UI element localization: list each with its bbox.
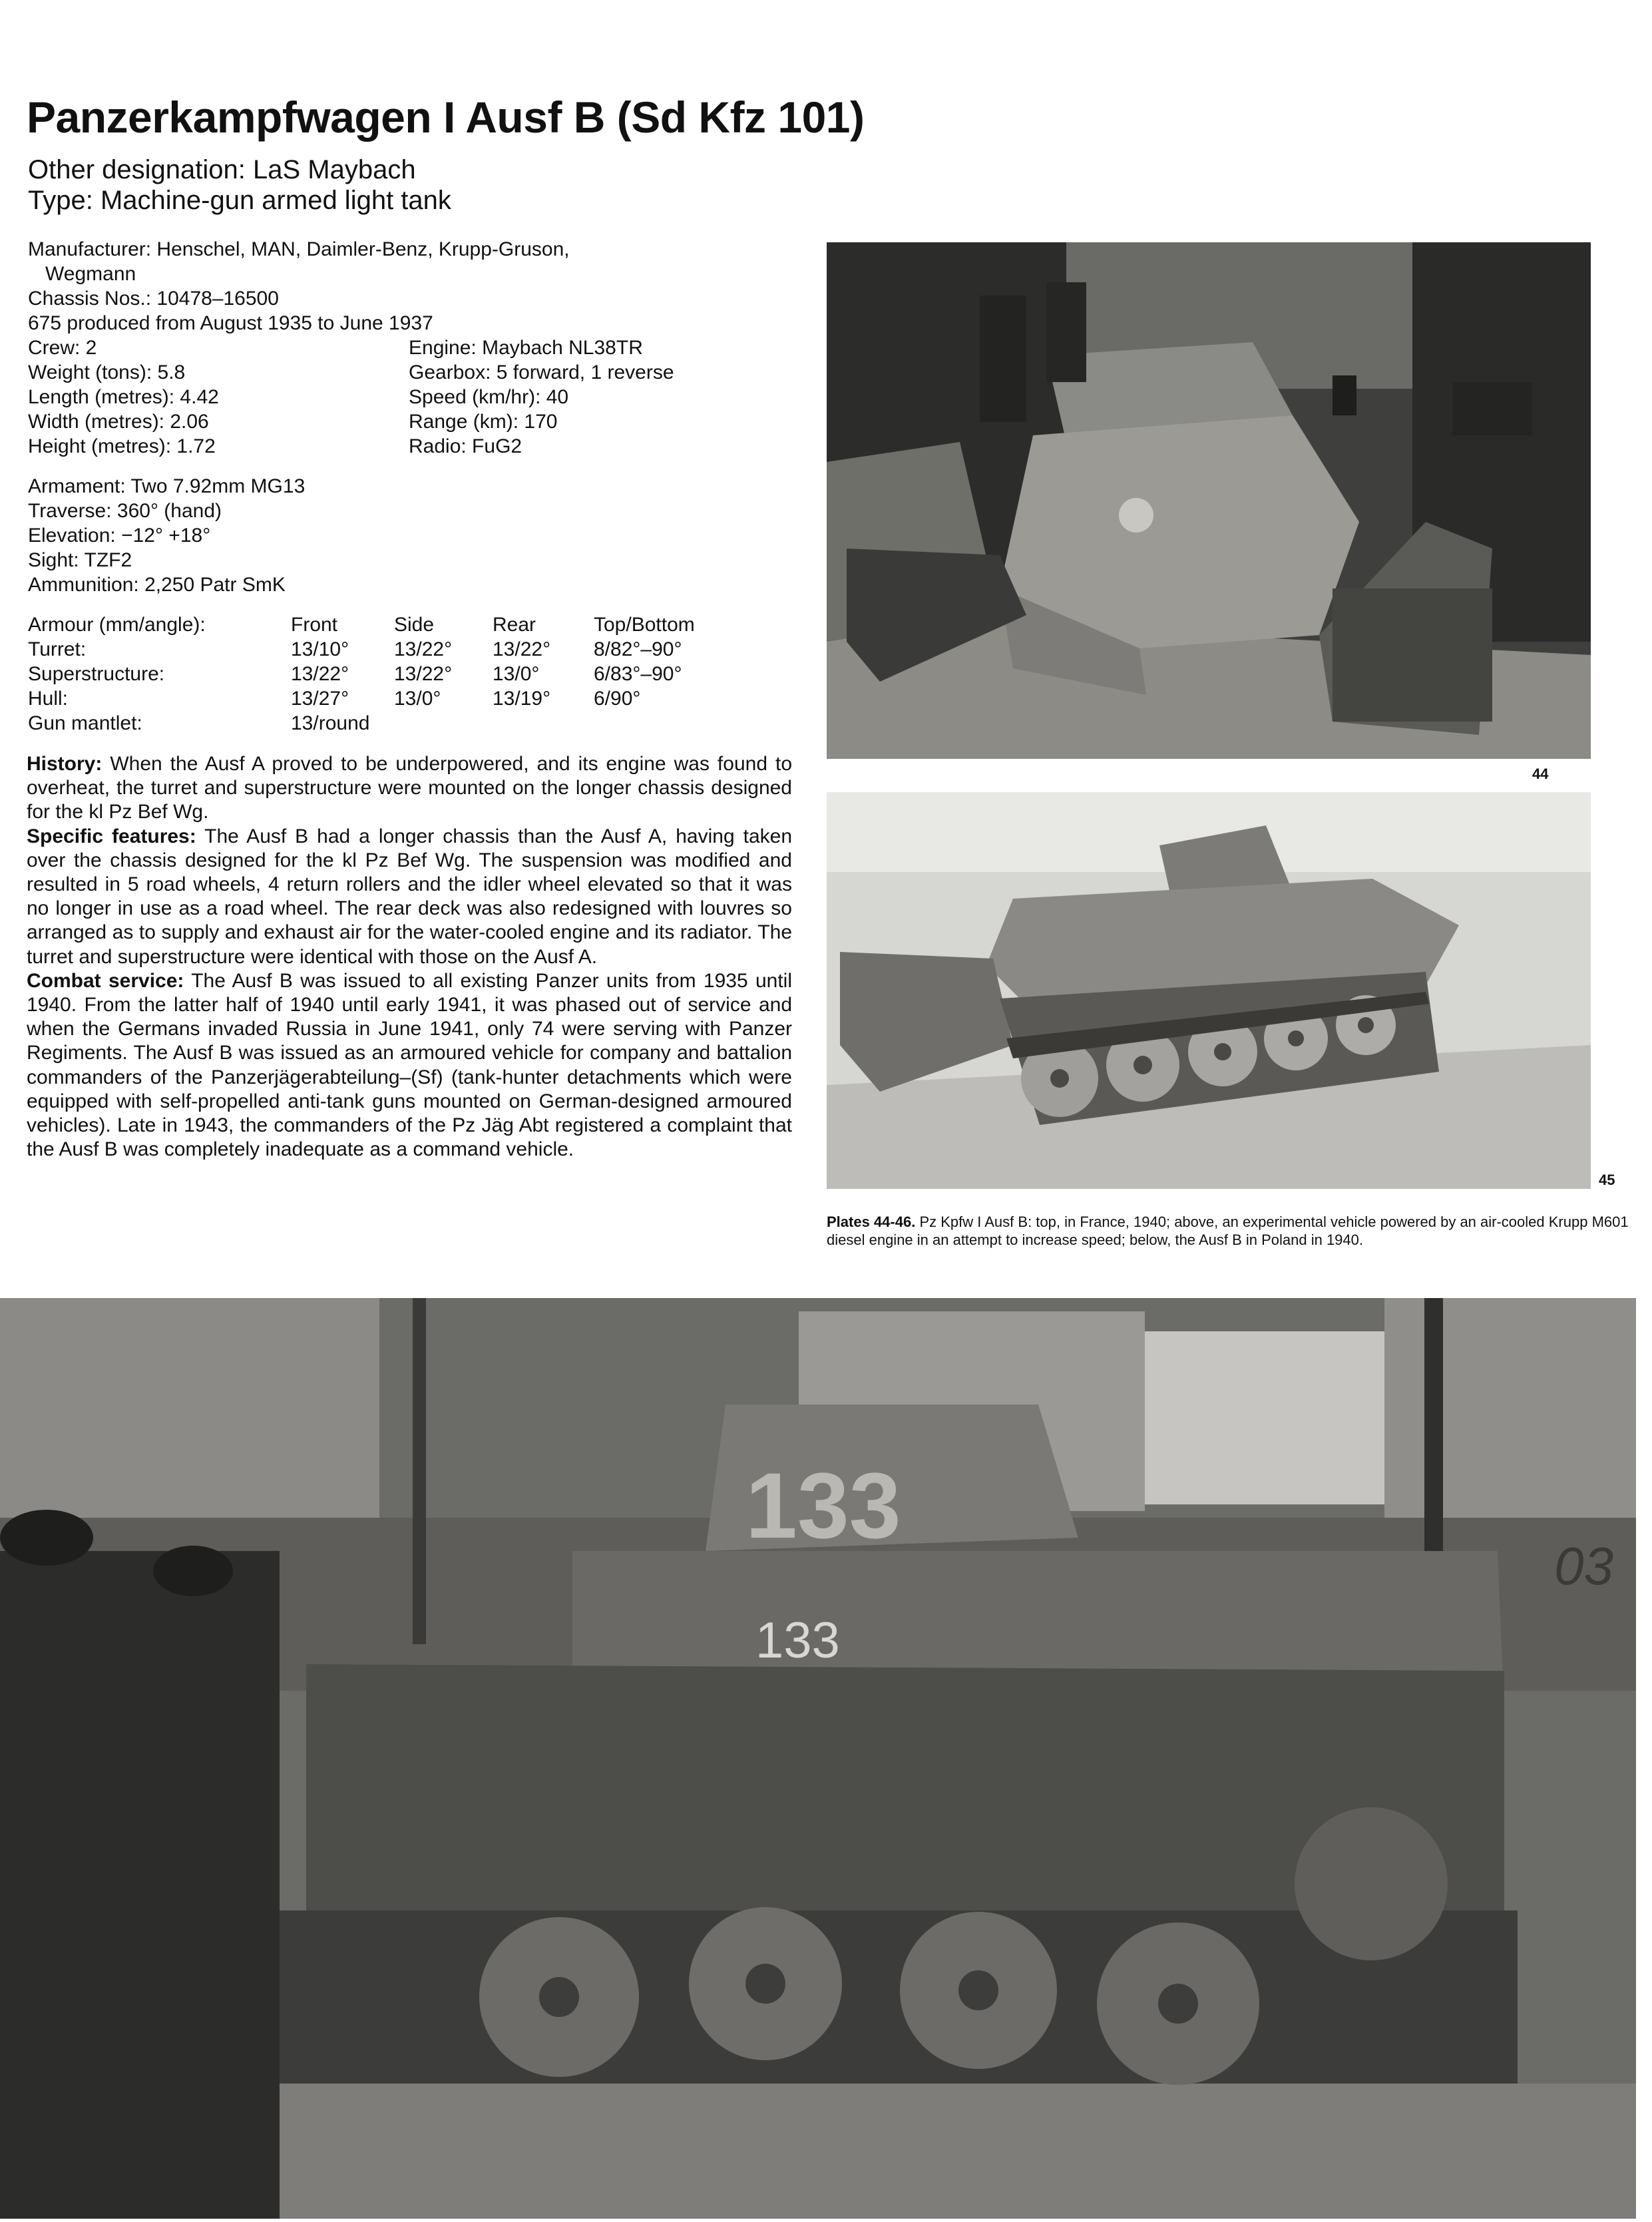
other-designation: Other designation: LaS Maybach xyxy=(28,155,416,184)
armour-header-side: Side xyxy=(394,614,435,636)
armour-header-topbottom: Top/Bottom xyxy=(594,614,695,636)
body-text xyxy=(27,752,792,1162)
hull-number: 133 xyxy=(755,1612,840,1669)
chassis-numbers: Chassis Nos.: 10478–16500 xyxy=(28,288,279,310)
turret-number-large: 133 xyxy=(745,1453,901,1558)
tank-forest-photo xyxy=(827,242,1591,759)
spec-width: Width (metres): 2.06 xyxy=(28,411,209,433)
armour-cell: 6/90° xyxy=(594,688,641,710)
armour-cell: 13/22° xyxy=(394,663,453,685)
history-label: History: xyxy=(27,753,103,775)
armour-cell: 6/83°–90° xyxy=(594,663,682,685)
armour-row-label: Gun mantlet: xyxy=(28,712,142,734)
photo-plate-44 xyxy=(827,242,1591,782)
armour-header-rear: Rear xyxy=(493,614,536,636)
page-title: Panzerkampfwagen I Ausf B (Sd Kfz 101) xyxy=(27,93,865,142)
photo-plate-45 xyxy=(827,792,1615,1189)
photo-plate-46 xyxy=(0,1298,1636,2219)
manufacturer-line: Manufacturer: Henschel, MAN, Daimler-Benz, Krupp-Gruson, xyxy=(28,238,570,260)
armour-cell: 13/22° xyxy=(291,663,349,685)
armour-cell: 13/22° xyxy=(394,638,453,660)
combat-label: Combat service: xyxy=(27,969,184,992)
vehicle-type: Type: Machine-gun armed light tank xyxy=(28,186,451,215)
experimental-tank-photo xyxy=(827,792,1591,1189)
spec-speed: Speed (km/hr): 40 xyxy=(409,386,569,408)
features-label: Specific features: xyxy=(27,825,196,847)
sight: Sight: TZF2 xyxy=(28,549,132,571)
elevation: Elevation: −12° +18° xyxy=(28,525,211,547)
plates-caption xyxy=(827,1213,1652,1249)
spec-gearbox: Gearbox: 5 forward, 1 reverse xyxy=(409,361,674,383)
armour-cell: 13/0° xyxy=(493,663,540,685)
armour-row-label: Superstructure: xyxy=(28,663,165,685)
armour-cell: 13/22° xyxy=(493,638,551,660)
background-number: 03 xyxy=(1554,1536,1613,1596)
plate-number-44: 44 xyxy=(1532,766,1549,782)
manufacturer-line-cont: Wegmann xyxy=(45,263,136,285)
caption-label: Plates 44-46. xyxy=(827,1214,916,1230)
spec-weight: Weight (tons): 5.8 xyxy=(28,361,186,383)
history-text: When the Ausf A proved to be underpowered, and its engine was found to overheat, the turret and superstructure were mounted on the longer chassis designed for the kl Pz Bef Wg. xyxy=(27,753,793,823)
spec-height: Height (metres): 1.72 xyxy=(28,435,216,457)
tank-poland-photo xyxy=(0,1298,1636,2219)
spec-length: Length (metres): 4.42 xyxy=(28,386,219,408)
spec-radio: Radio: FuG2 xyxy=(409,435,522,457)
production-count: 675 produced from August 1935 to June 1937 xyxy=(28,312,433,334)
spec-engine: Engine: Maybach NL38TR xyxy=(409,337,643,359)
armour-cell: 13/19° xyxy=(493,688,551,710)
plate-number-45: 45 xyxy=(1599,1172,1615,1188)
armour-row-label: Turret: xyxy=(28,638,87,660)
armour-cell: 13/27° xyxy=(291,688,349,710)
combat-paragraph xyxy=(27,969,792,1162)
ammunition: Ammunition: 2,250 Patr SmK xyxy=(28,574,286,596)
spec-range: Range (km): 170 xyxy=(409,411,558,433)
spec-crew: Crew: 2 xyxy=(28,337,97,359)
traverse: Traverse: 360° (hand) xyxy=(28,500,222,522)
armour-cell: 13/round xyxy=(291,712,370,734)
armament: Armament: Two 7.92mm MG13 xyxy=(28,475,306,497)
history-paragraph xyxy=(27,752,792,825)
armour-cell: 13/0° xyxy=(394,688,441,710)
armour-header-front: Front xyxy=(291,614,338,636)
armour-cell: 8/82°–90° xyxy=(594,638,682,660)
armour-cell: 13/10° xyxy=(291,638,349,660)
armour-row-label: Hull: xyxy=(28,688,69,710)
armour-header-label: Armour (mm/angle): xyxy=(28,614,206,636)
features-paragraph xyxy=(27,825,792,969)
features-text: The Ausf B had a longer chassis than the Ausf A, having taken over the chassis designed for the kl Pz Bef Wg. The suspension was modified and resulted in 5 road wheels, 4 return rollers and the idler wheel elevated so that it was no longer in use as a road wheel. The rear deck was also redesigned with louvres so arranged as to supply and exhaust air for the water-cooled engine and its radiator. The turret and superstructure were identical with those on the Ausf A. xyxy=(27,825,793,968)
caption-text: Pz Kpfw I Ausf B: top, in France, 1940; above, an experimental vehicle powered by an air-cooled Krupp M601 diesel engine in an attempt to increase speed; below, the Ausf B in Poland in 1940. xyxy=(827,1214,1629,1248)
combat-text: The Ausf B was issued to all existing Panzer units from 1935 until 1940. From the latter half of 1940 until early 1941, it was phased out of service and when the Germans invaded Russia in June 1941, only 74 were serving with Panzer Regiments. The Ausf B was issued as an armoured vehicle for company and battalion commanders of the Panzerjägerabteilung–(Sf) (tank-hunter detachments which were equipped with self-propelled anti-tank guns mounted on German-designed armoured vehicles). Late in 1943, the commanders of the Pz Jäg Abt registered a complaint that the Ausf B was completely inadequate as a command vehicle. xyxy=(27,969,792,1161)
